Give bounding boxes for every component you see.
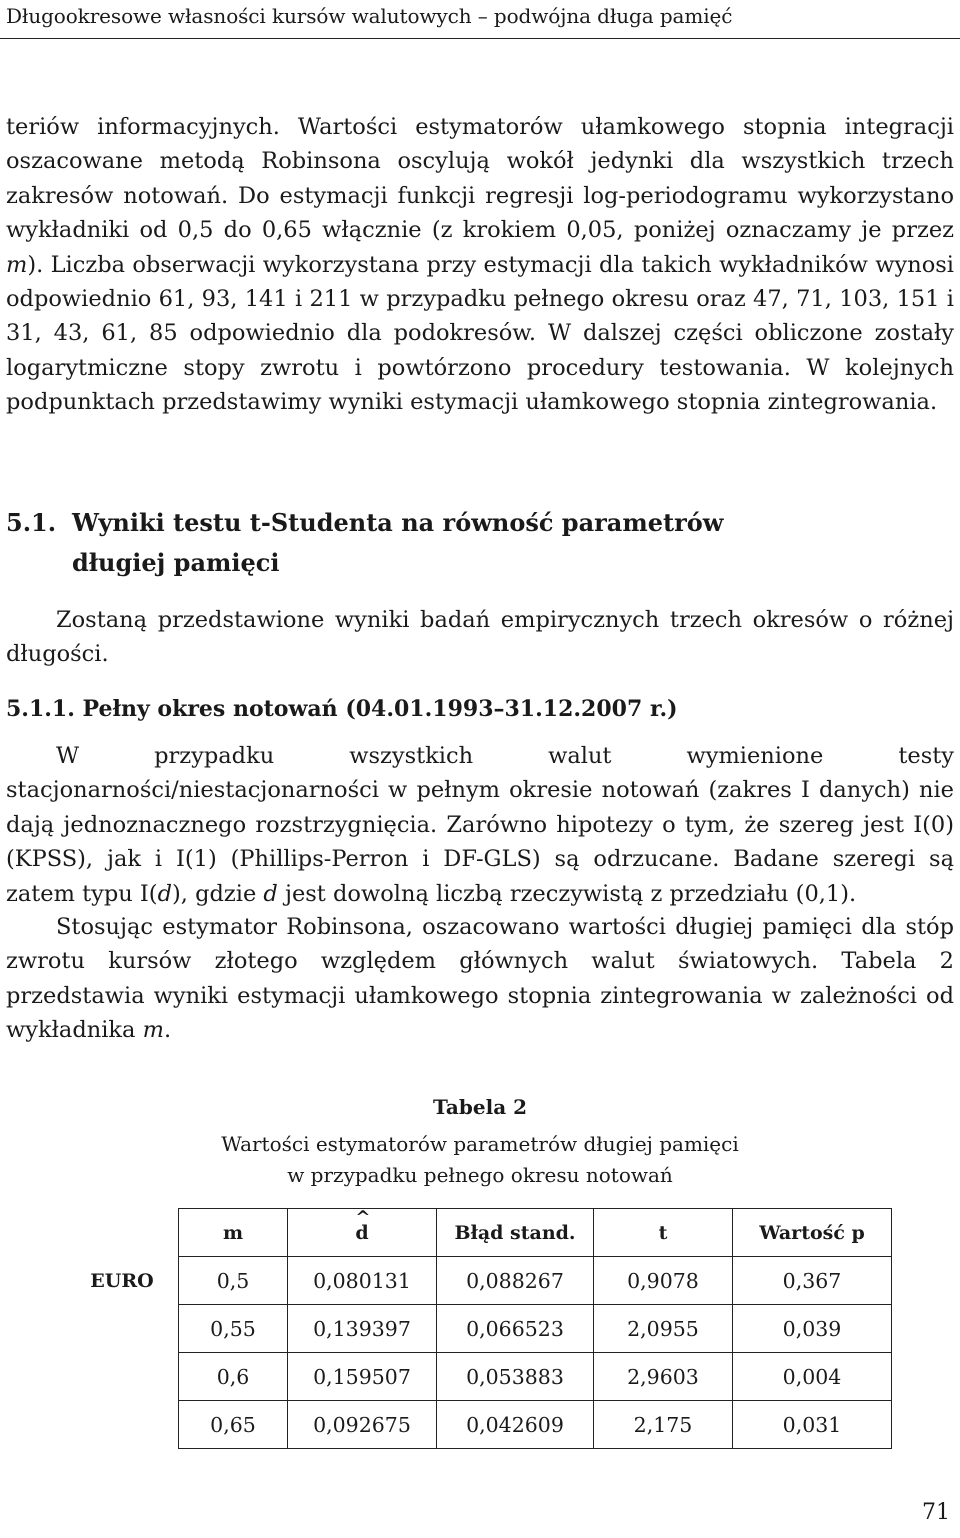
paragraph-intro-text: teriów informacyjnych. Wartości estymatorów ułamkowego stopnia integracji oszacowane metodą Robinsona oscylują wokół jedynki dla wszystkich trzech zakresów notowań. Do estymacji funkcji regresji log-periodogramu wykorzystano wykładniki od 0,5 do 0,65 włącznie (z krokiem 0,05, poniżej oznaczamy je przez m). Liczba obserwacji wykorzystana przy estymacji dla takich wykładników wynosi odpowiednio 61, 93, 141 i 211 w przypadku pełnego okresu oraz 47, 71, 103, 151 i 31, 43, 61, 85 odpowiednio dla podokresów. W dalszej części obliczone zostały logarytmiczne stopy zwrotu i powtórzono procedury testowania. W kolejnych podpunktach przedstawimy wyniki estymacji ułamkowego stopnia zintegrowania. [6, 114, 954, 416]
cell: 0,092675 [288, 1401, 437, 1449]
table-caption-line1: Wartości estymatorów parametrów długiej pamięci [221, 1132, 739, 1156]
estimates-table [66, 1208, 892, 1449]
col-header-d [288, 1206, 437, 1257]
cell: 2,175 [594, 1401, 733, 1449]
col-header-m: m [179, 1209, 288, 1257]
cell: 0,5 [179, 1257, 288, 1305]
row-label-empty [66, 1305, 179, 1353]
section-title [6, 503, 954, 583]
table-corner [66, 1209, 179, 1257]
cell: 0,080131 [288, 1257, 437, 1305]
row-label-empty [66, 1353, 179, 1401]
paragraph-stationarity [6, 739, 954, 911]
table-row [66, 1305, 892, 1353]
cell: 0,65 [179, 1401, 288, 1449]
hat-mark: ^ [355, 1206, 371, 1228]
cell: 0,139397 [288, 1305, 437, 1353]
header-rule [0, 38, 960, 39]
cell: 0,159507 [288, 1353, 437, 1401]
row-label-euro: EURO [66, 1257, 179, 1305]
math-symbol: m [142, 1017, 164, 1044]
cell: 0,9078 [594, 1257, 733, 1305]
cell: 0,55 [179, 1305, 288, 1353]
cell: 2,0955 [594, 1305, 733, 1353]
table-row [66, 1257, 892, 1305]
section-title-line2: długiej pamięci [72, 548, 280, 577]
subsection-title: 5.1.1. Pełny okres notowań (04.01.1993–31.12.2007 r.) [6, 696, 678, 722]
section-number: 5.1. [6, 508, 57, 537]
math-symbol: d [263, 880, 278, 907]
row-label-empty [66, 1401, 179, 1449]
cell: 0,031 [733, 1401, 892, 1449]
paragraph-robinson [6, 910, 954, 1048]
table-row [66, 1401, 892, 1449]
col-header-t: t [594, 1209, 733, 1257]
cell: 0,6 [179, 1353, 288, 1401]
cell: 0,367 [733, 1257, 892, 1305]
cell: 0,066523 [437, 1305, 594, 1353]
cell: 0,042609 [437, 1401, 594, 1449]
d-letter: d [355, 1221, 369, 1244]
table-caption [0, 1095, 960, 1191]
col-header-pvalue: Wartość p [733, 1209, 892, 1257]
cell: 0,004 [733, 1353, 892, 1401]
table-row [66, 1353, 892, 1401]
cell: 0,053883 [437, 1353, 594, 1401]
d-hat-symbol [355, 1206, 371, 1244]
paragraph-stationarity-text: W przypadku wszystkich walut wymienione testy stacjonarności/niestacjonarności w pełnym okresie notowań (zakres I danych) nie dają jednoznacznego rozstrzygnięcia. Zarówno hipotezy o tym, że szereg jest I(0) (KPSS), jak i I(1) (Phillips-Perron i DF-GLS) są odrzucane. Badane szeregi są zatem typu I(d), gdzie d jest dowolną liczbą rzeczywistą z przedziału (0,1). [6, 743, 954, 907]
paragraph-intro [6, 110, 954, 420]
section-title-line1: Wyniki testu t-Studenta na równość parametrów [72, 508, 724, 537]
paragraph-robinson-text: Stosując estymator Robinsona, oszacowano wartości długiej pamięci dla stóp zwrotu kursów złotego względem głównych walut światowych. Tabela 2 przedstawia wyniki estymacji ułamkowego stopnia zintegrowania w zależności od wykładnika m. [6, 914, 954, 1044]
cell: 2,9603 [594, 1353, 733, 1401]
cell: 0,088267 [437, 1257, 594, 1305]
table-header-row [66, 1209, 892, 1257]
paragraph-section-intro: Zostaną przedstawione wyniki badań empirycznych trzech okresów o różnej długości. [6, 607, 954, 668]
cell: 0,039 [733, 1305, 892, 1353]
math-symbol: m [6, 251, 28, 278]
table-caption-line2: w przypadku pełnego okresu notowań [287, 1163, 673, 1187]
table-caption-label: Tabela 2 [432, 1095, 528, 1119]
page-number: 71 [922, 1500, 950, 1525]
math-symbol: d [157, 880, 172, 907]
col-header-stderr: Błąd stand. [437, 1209, 594, 1257]
running-header: Długookresowe własności kursów walutowych – podwójna długa pamięć [6, 4, 733, 28]
